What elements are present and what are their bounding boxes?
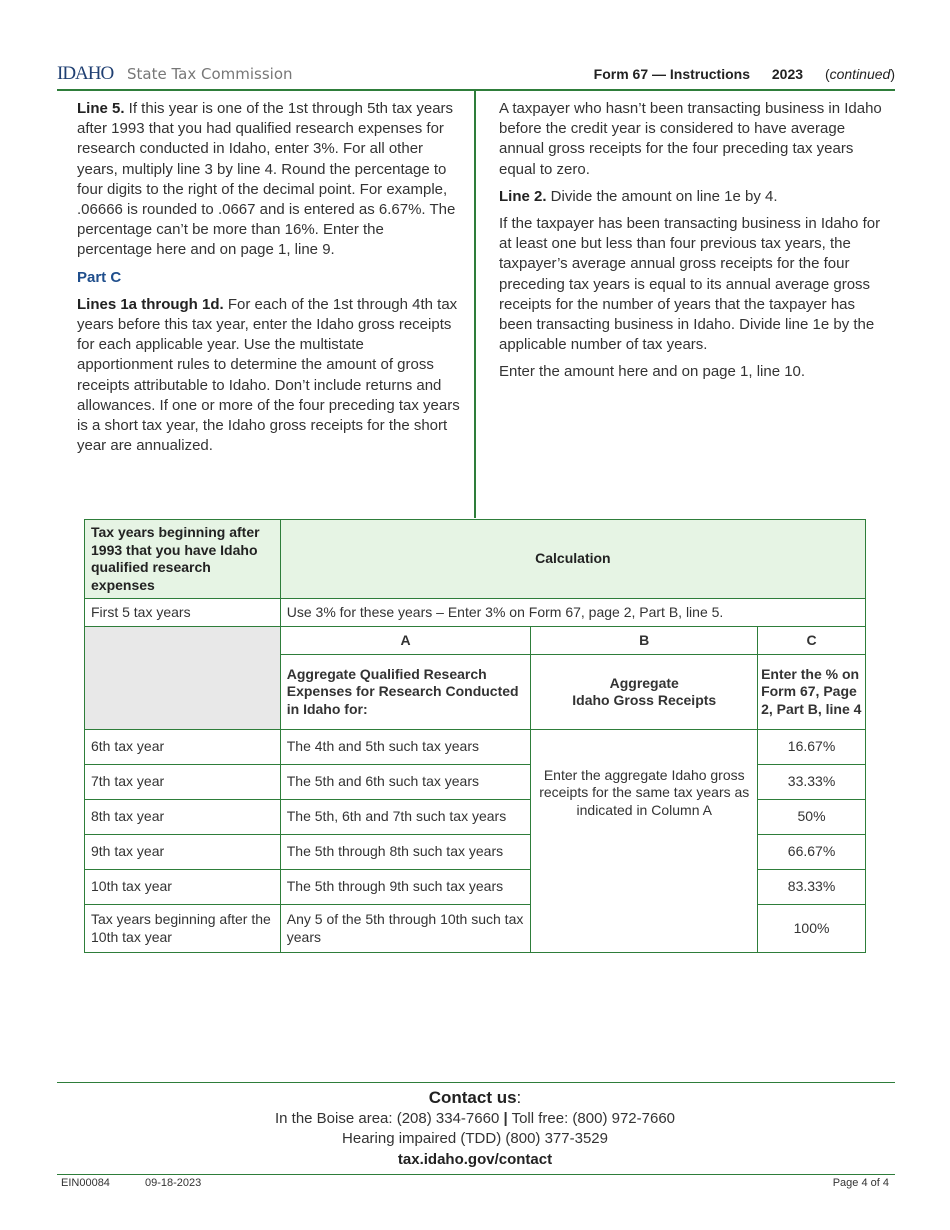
- column-a-cell: The 5th through 9th such tax years: [280, 870, 531, 905]
- table-row: [85, 730, 866, 765]
- footer-divider: [57, 1082, 895, 1083]
- column-c-cell: 66.67%: [758, 835, 866, 870]
- column-b-description: Aggregate Idaho Gross Receipts: [531, 655, 758, 730]
- first5-text: Use 3% for these years – Enter 3% on Form 67, page 2, Part B, line 5.: [280, 599, 865, 627]
- header-divider: [57, 89, 895, 91]
- line5-label: Line 5.: [77, 100, 125, 117]
- contact-phones: [0, 1110, 950, 1127]
- page-header: [57, 62, 895, 88]
- calculation-table: [84, 519, 866, 953]
- first5-label: First 5 tax years: [85, 599, 281, 627]
- column-c-cell: 16.67%: [758, 730, 866, 765]
- form-title: Form 67 — Instructions: [593, 66, 750, 82]
- enter-amount-paragraph: Enter the amount here and on page 1, line 10.: [499, 363, 806, 381]
- blank-gray-cell: [85, 627, 281, 730]
- lines1a-label: Lines 1a through 1d.: [77, 295, 224, 313]
- contact-url[interactable]: tax.idaho.gov/contact: [397, 1151, 553, 1168]
- form-header-info: [594, 66, 895, 82]
- contact-title: Contact us:: [428, 1088, 522, 1107]
- tdd-phone: Hearing impaired (TDD) (800) 377-3529: [342, 1130, 608, 1147]
- tax-year-cell: 6th tax year: [85, 730, 281, 765]
- part-c-heading: Part C: [77, 268, 122, 286]
- column-c-cell: 83.33%: [758, 870, 866, 905]
- idaho-logo: IDAHO: [57, 63, 114, 84]
- page-number: Page 4 of 4: [832, 1177, 889, 1189]
- right-column: [499, 99, 883, 390]
- continued-note: (continued): [824, 66, 895, 82]
- column-a-description: Aggregate Qualified Research Expenses for Research Conducted in Idaho for:: [280, 655, 531, 730]
- tax-year-cell: 10th tax year: [85, 870, 281, 905]
- lines1a-paragraph: Lines 1a through 1d. For each of the 1st through 4th tax years before this tax year, enter the Idaho gross receipts for each applicable year. Use the multistate apportionment rules to determine the amount of gross receipts attributable to Idaho. Don’t include returns and allowances. If one or more of the four preceding tax years is a short tax year, the Idaho gross receipts for the short year are annualized.: [77, 295, 460, 455]
- tax-year-cell: 9th tax year: [85, 835, 281, 870]
- column-c-cell: 100%: [758, 905, 866, 953]
- bottom-divider: [57, 1174, 895, 1175]
- column-a-cell: Any 5 of the 5th through 10th such tax years: [280, 905, 531, 953]
- column-a-letter: A: [280, 627, 531, 655]
- column-c-description: Enter the % on Form 67, Page 2, Part B, line 4: [758, 655, 866, 730]
- form-code: EIN00084: [61, 1177, 110, 1189]
- tax-year-cell: 8th tax year: [85, 800, 281, 835]
- agency-name: State Tax Commission: [127, 65, 293, 83]
- zero-receipts-paragraph: A taxpayer who hasn’t been transacting business in Idaho before the credit year is considered to have average annual gross receipts for the four preceding tax years equal to zero.: [499, 100, 882, 178]
- column-c-letter: C: [758, 627, 866, 655]
- boise-phone: In the Boise area: (208) 334-7660: [274, 1110, 500, 1127]
- line2-paragraph: Line 2. Divide the amount on line 1e by 4.: [499, 187, 778, 205]
- line5-paragraph: Line 5. If this year is one of the 1st through 5th tax years after 1993 that you had qualified research expenses for research conducted in Idaho, enter 3%. For all other years, multiply line 3 by line 4. Round the percentage to four digits to the right of the decimal point. For example, .06666 is rounded to .0667 and is entered as 6.67%. The percentage can’t be more than 16%. Enter the percentage here and on page 1, line 9.: [77, 100, 456, 259]
- column-a-cell: The 5th through 8th such tax years: [280, 835, 531, 870]
- form-date: 09-18-2023: [145, 1177, 202, 1189]
- column-divider: [474, 91, 476, 518]
- form-year: 2023: [771, 66, 804, 82]
- column-c-cell: 33.33%: [758, 765, 866, 800]
- tollfree-phone: Toll free: (800) 972-7660: [511, 1110, 676, 1127]
- partial-years-paragraph: If the taxpayer has been transacting business in Idaho for at least one but less than four previous tax years, the taxpayer’s average annual gross receipts for the four preceding tax years is equal to its annual average gross receipts for the number of years that the taxpayer has been transacting business in Idaho. Divide line 1e by the applicable number of tax years.: [499, 215, 881, 354]
- column-c-cell: 50%: [758, 800, 866, 835]
- column-a-cell: The 5th and 6th such tax years: [280, 765, 531, 800]
- tax-year-cell: 7th tax year: [85, 765, 281, 800]
- phone-separator: |: [503, 1110, 508, 1127]
- table-header-calculation: Calculation: [280, 520, 865, 599]
- column-a-cell: The 5th, 6th and 7th such tax years: [280, 800, 531, 835]
- column-b-letter: B: [531, 627, 758, 655]
- table-header-tax-years: Tax years beginning after 1993 that you have Idaho qualified research expenses: [85, 520, 281, 599]
- column-a-cell: The 4th and 5th such tax years: [280, 730, 531, 765]
- left-column: [77, 99, 462, 463]
- tax-year-cell: Tax years beginning after the 10th tax year: [85, 905, 281, 953]
- line2-label: Line 2.: [499, 187, 547, 205]
- column-b-merged-cell: Enter the aggregate Idaho gross receipts for the same tax years as indicated in Column A: [531, 730, 758, 953]
